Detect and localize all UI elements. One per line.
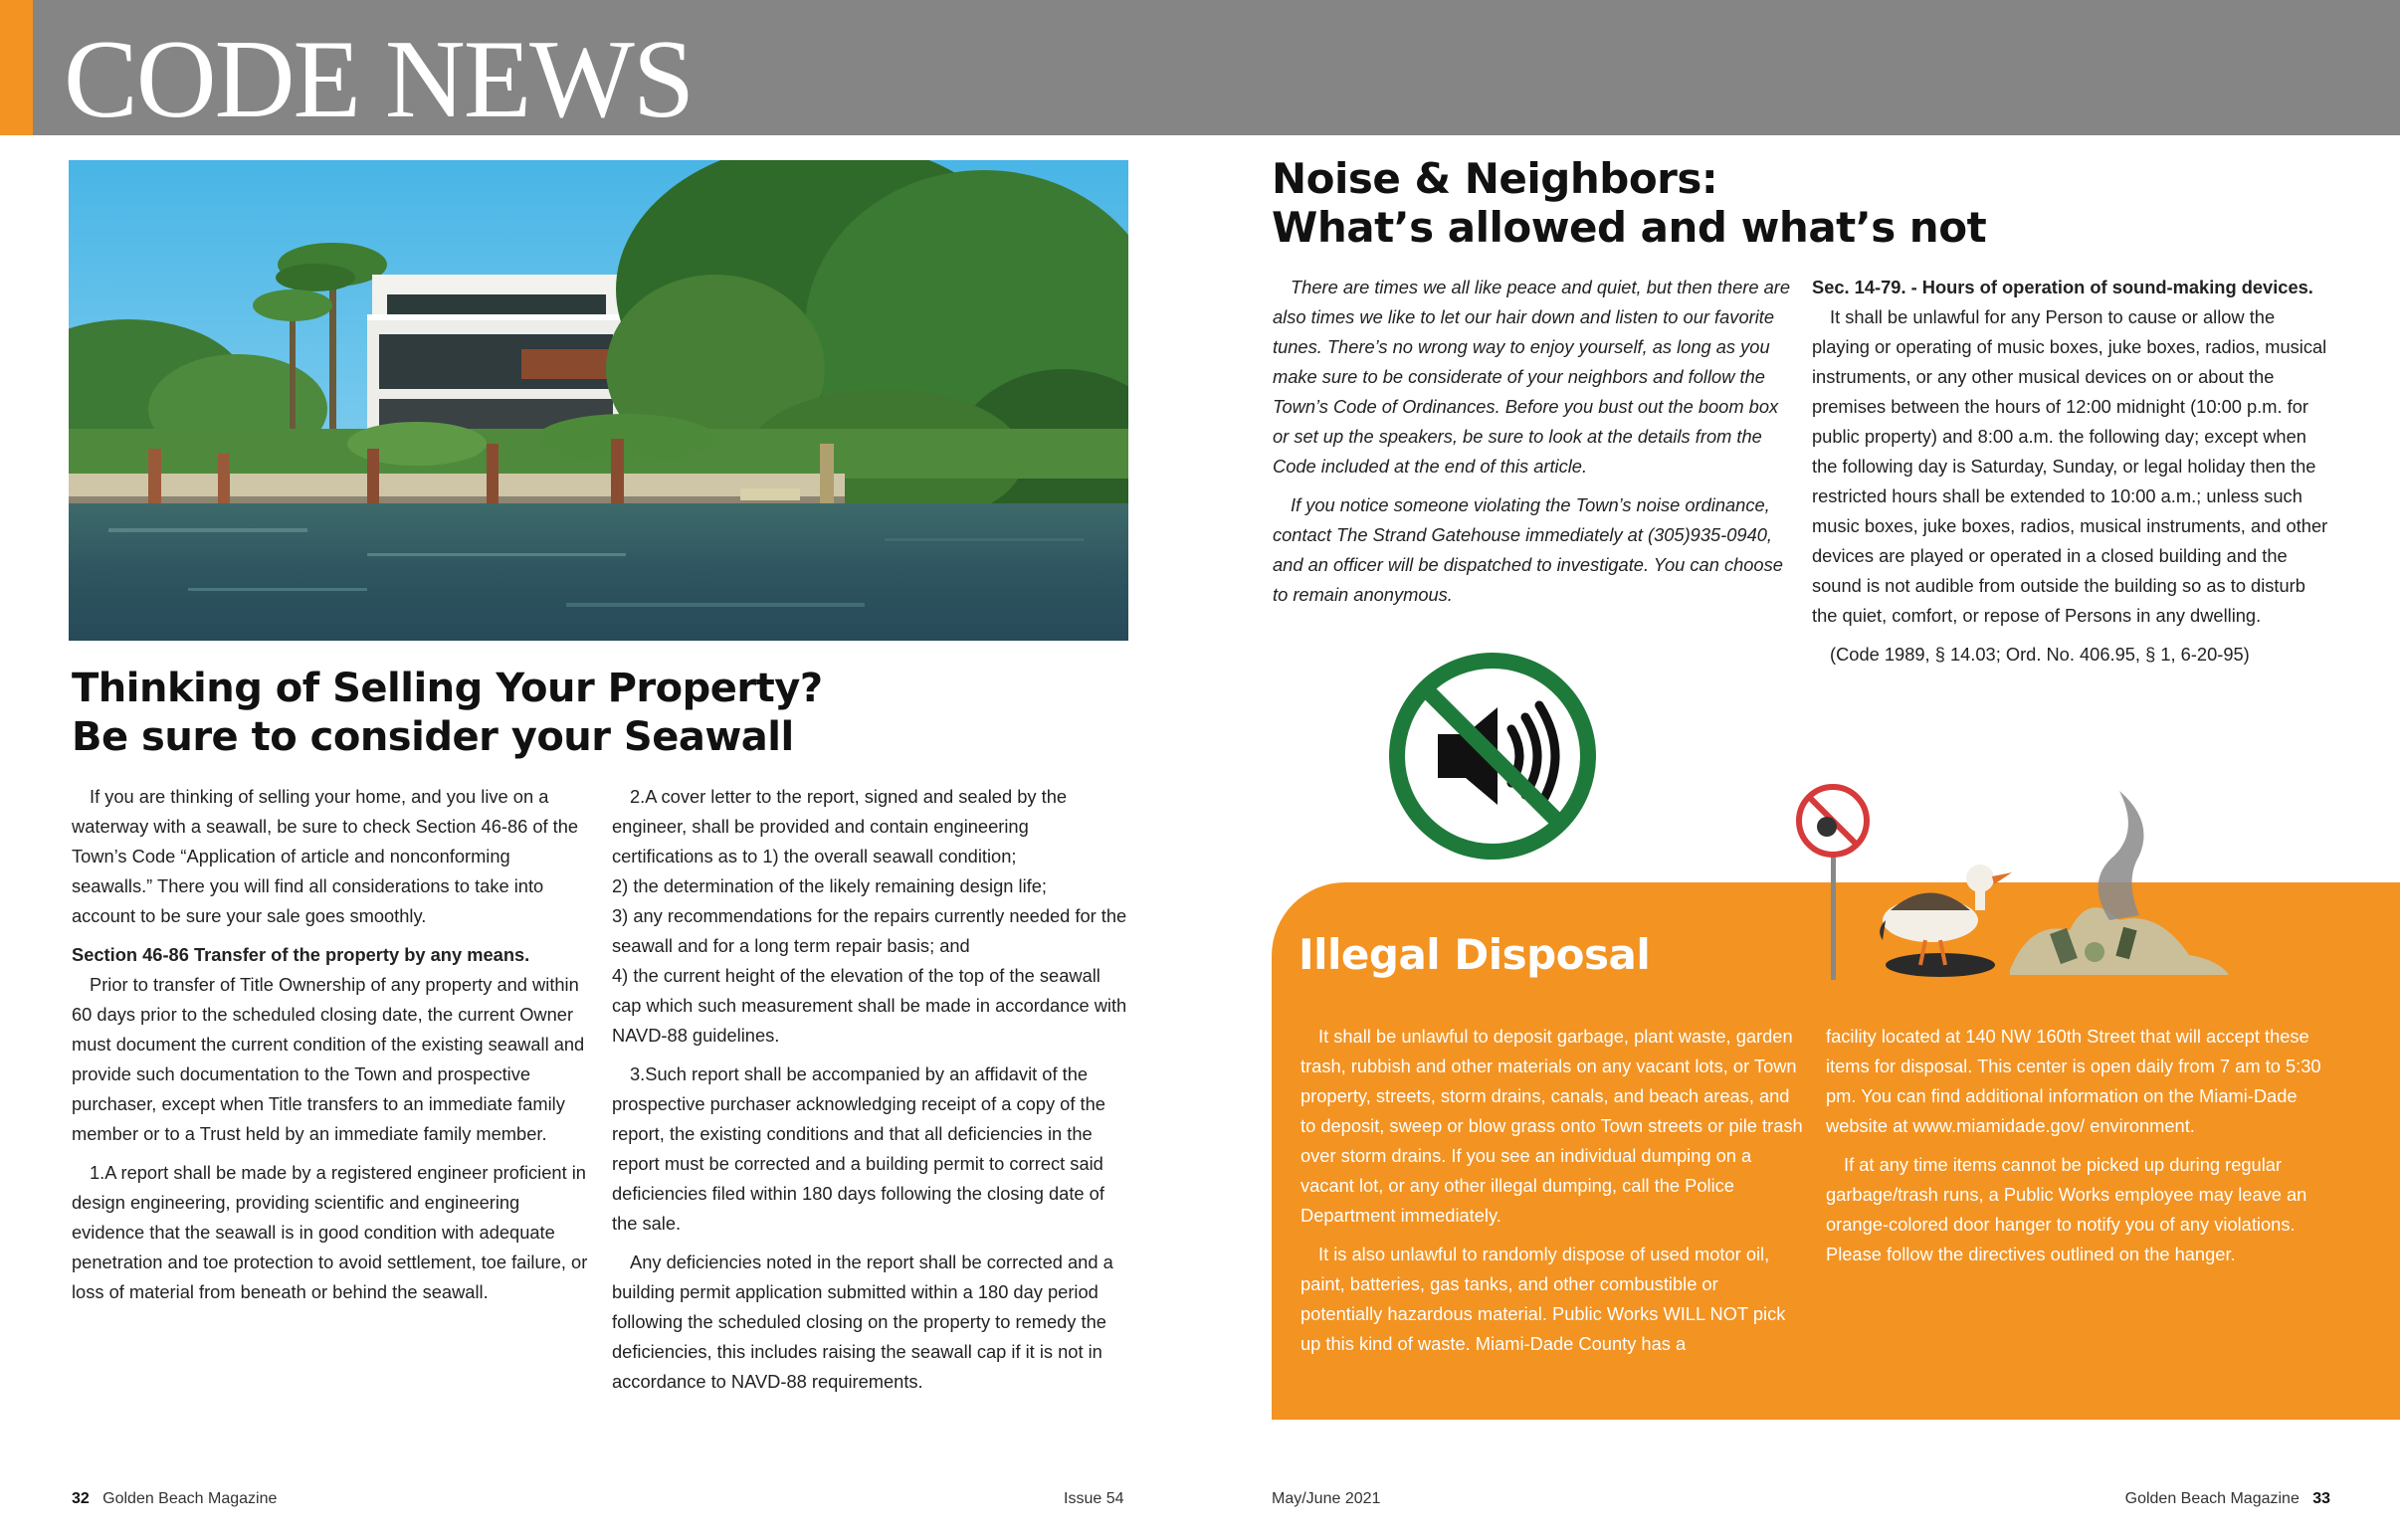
footer-left <box>72 1490 277 1508</box>
seawall-report-paragraph: 1.A report shall be made by a registered engineer proficient in design engineering, providing scientific and engineering evidence that the seawall is in good condition with adequate penetration and toe protection to avoid settlement, toe failure, or loss of material from beneath or behind the seawall. <box>72 1162 588 1302</box>
seawall-certification-item: 3) any recommendations for the repairs currently needed for the seawall and for a long term repair basis; and <box>612 905 1127 956</box>
illegal-disposal-headline: Illegal Disposal <box>1299 930 1651 979</box>
seawall-deficiencies-paragraph: Any deficiencies noted in the report shall be corrected and a building permit application submitted within a 180 day period following the scheduled closing on the property to remedy the deficiencies, this includes raising the seawall cap if it is not in accordance to NAVD-88 requirements. <box>612 1251 1113 1392</box>
sec-14-79-body: It shall be unlawful for any Person to cause or allow the playing or operating of music boxes, juke boxes, radios, musical instruments, or any other musical devices on or about the premises between the hours of 12:00 midnight (10:00 p.m. for public property) and 8:00 a.m. the following day; except when the following day is Saturday, Sunday, or legal holiday then the restricted hours shall be extended to 10:00 a.m.; unless such music boxes, juke boxes, radios, musical instruments, and other devices are played or operated in a closed building and the sound is not audible from outside the building so as to disturb the quiet, comfort, or repose of Persons in any dwelling. <box>1812 306 2328 626</box>
noise-column-1 <box>1273 273 1790 619</box>
seawall-cover-letter-paragraph: 2.A cover letter to the report, signed and sealed by the engineer, shall be provided and contain engineering certifications as to 1) the overall seawall condition; <box>612 786 1068 866</box>
seawall-article-headline <box>72 665 823 762</box>
noise-intro-paragraph: There are times we all like peace and quiet, but then there are also times we like to let our hair down and listen to our favorite tunes. There’s no wrong way to enjoy yourself, as long as you make sure to be considerate of your neighbors and follow the Town’s Code of Ordinances. Before you bust out the boom box or set up the speakers, be sure to look at the details from the Code included at the end of this article. <box>1273 277 1791 477</box>
noise-column-2 <box>1812 273 2329 678</box>
noise-report-paragraph: If you notice someone violating the Town’s noise ordinance, contact The Strand Gatehouse immediately at (305)935-0940, and an officer will be dispatched to investigate. You can choose to remain anonymous. <box>1273 494 1783 605</box>
seawall-certification-item: 4) the current height of the elevation of the top of the seawall cap which such measurement shall be made in accordance with NAVD-88 guidelines. <box>612 965 1127 1046</box>
seawall-headline-line1: Thinking of Selling Your Property? <box>72 666 823 711</box>
magazine-name-right: Golden Beach Magazine <box>2124 1490 2300 1507</box>
section-title: CODE NEWS <box>64 18 694 141</box>
no-speaker-sign-icon <box>1386 650 1599 863</box>
no-littering-illustration <box>1791 781 2229 985</box>
seawall-certification-item: 2) the determination of the likely remaining design life; <box>612 875 1047 896</box>
disposal-paragraph: facility located at 140 NW 160th Street that will accept these items for disposal. This center is open daily from 7 am to 5:30 pm. You can find additional information on the Miami-Dade website at www.miamidade.gov/ environment. <box>1826 1026 2321 1136</box>
noise-article-headline <box>1272 154 1986 252</box>
disposal-column-1 <box>1300 1022 1803 1368</box>
disposal-paragraph: It shall be unlawful to deposit garbage, plant waste, garden trash, rubbish and other materials on any vacant lots, or Town property, streets, storm drains, canals, and beach areas, and to deposit, sweep or blow grass onto Town streets or pile trash over storm drains. If you see an individual dumping on a vacant lot, or any other illegal dumping, call the Police Department immediately. <box>1300 1026 1803 1226</box>
seawall-affidavit-paragraph: 3.Such report shall be accompanied by an affidavit of the prospective purchaser acknowledging receipt of a copy of the report, the existing conditions and that all deficiencies in the report must be corrected and a building permit to correct said deficiencies filed within 180 days following the closing date of the sale. <box>612 1063 1105 1234</box>
waterfront-house-photo <box>69 160 1128 641</box>
seawall-column-1 <box>72 782 589 1316</box>
code-citation: (Code 1989, § 14.03; Ord. No. 406.95, § 1, 6-20-95) <box>1830 644 2250 665</box>
page-number-left: 32 <box>72 1490 90 1507</box>
disposal-column-2 <box>1826 1022 2333 1278</box>
seawall-headline-line2: Be sure to consider your Seawall <box>72 714 794 760</box>
noise-headline-line2: What’s allowed and what’s not <box>1272 203 1987 252</box>
disposal-paragraph: If at any time items cannot be picked up during regular garbage/trash runs, a Public Works employee may leave an orange-colored door hanger to notify you of any violations. Please follow the directives outlined on the hanger. <box>1826 1154 2307 1264</box>
issue-number: Issue 54 <box>1064 1490 1124 1507</box>
page-number-right: 33 <box>2312 1490 2330 1507</box>
noise-headline-line1: Noise & Neighbors: <box>1272 154 1718 203</box>
magazine-name-left: Golden Beach Magazine <box>102 1490 278 1507</box>
issue-date: May/June 2021 <box>1272 1490 1381 1507</box>
footer-right <box>2125 1490 2330 1508</box>
header-accent-bar <box>0 0 33 135</box>
seawall-intro-paragraph: If you are thinking of selling your home, and you live on a waterway with a seawall, be sure to check Section 46-86 of the Town’s Code “Application of article and nonconforming seawalls.” There you will find all considerations to take into account to be sure your sale goes smoothly. <box>72 786 579 926</box>
seawall-column-2 <box>612 782 1129 1406</box>
seawall-transfer-paragraph: Prior to transfer of Title Ownership of any property and within 60 days prior to the scheduled closing date, the current Owner must document the current condition of the existing seawall and provide such documentation to the Town and prospective purchaser, except when Title transfers to an immediate family member or to a Trust held by an immediate family member. <box>72 974 585 1144</box>
section-46-86-heading: Section 46-86 Transfer of the property by any means. <box>72 944 530 965</box>
sec-14-79-heading: Sec. 14-79. - Hours of operation of sound-making devices. <box>1812 277 2313 297</box>
disposal-paragraph: It is also unlawful to randomly dispose of used motor oil, paint, batteries, gas tanks, and other combustible or potentially hazardous material. Public Works WILL NOT pick up this kind of waste. Miami-Dade County has a <box>1300 1244 1786 1354</box>
